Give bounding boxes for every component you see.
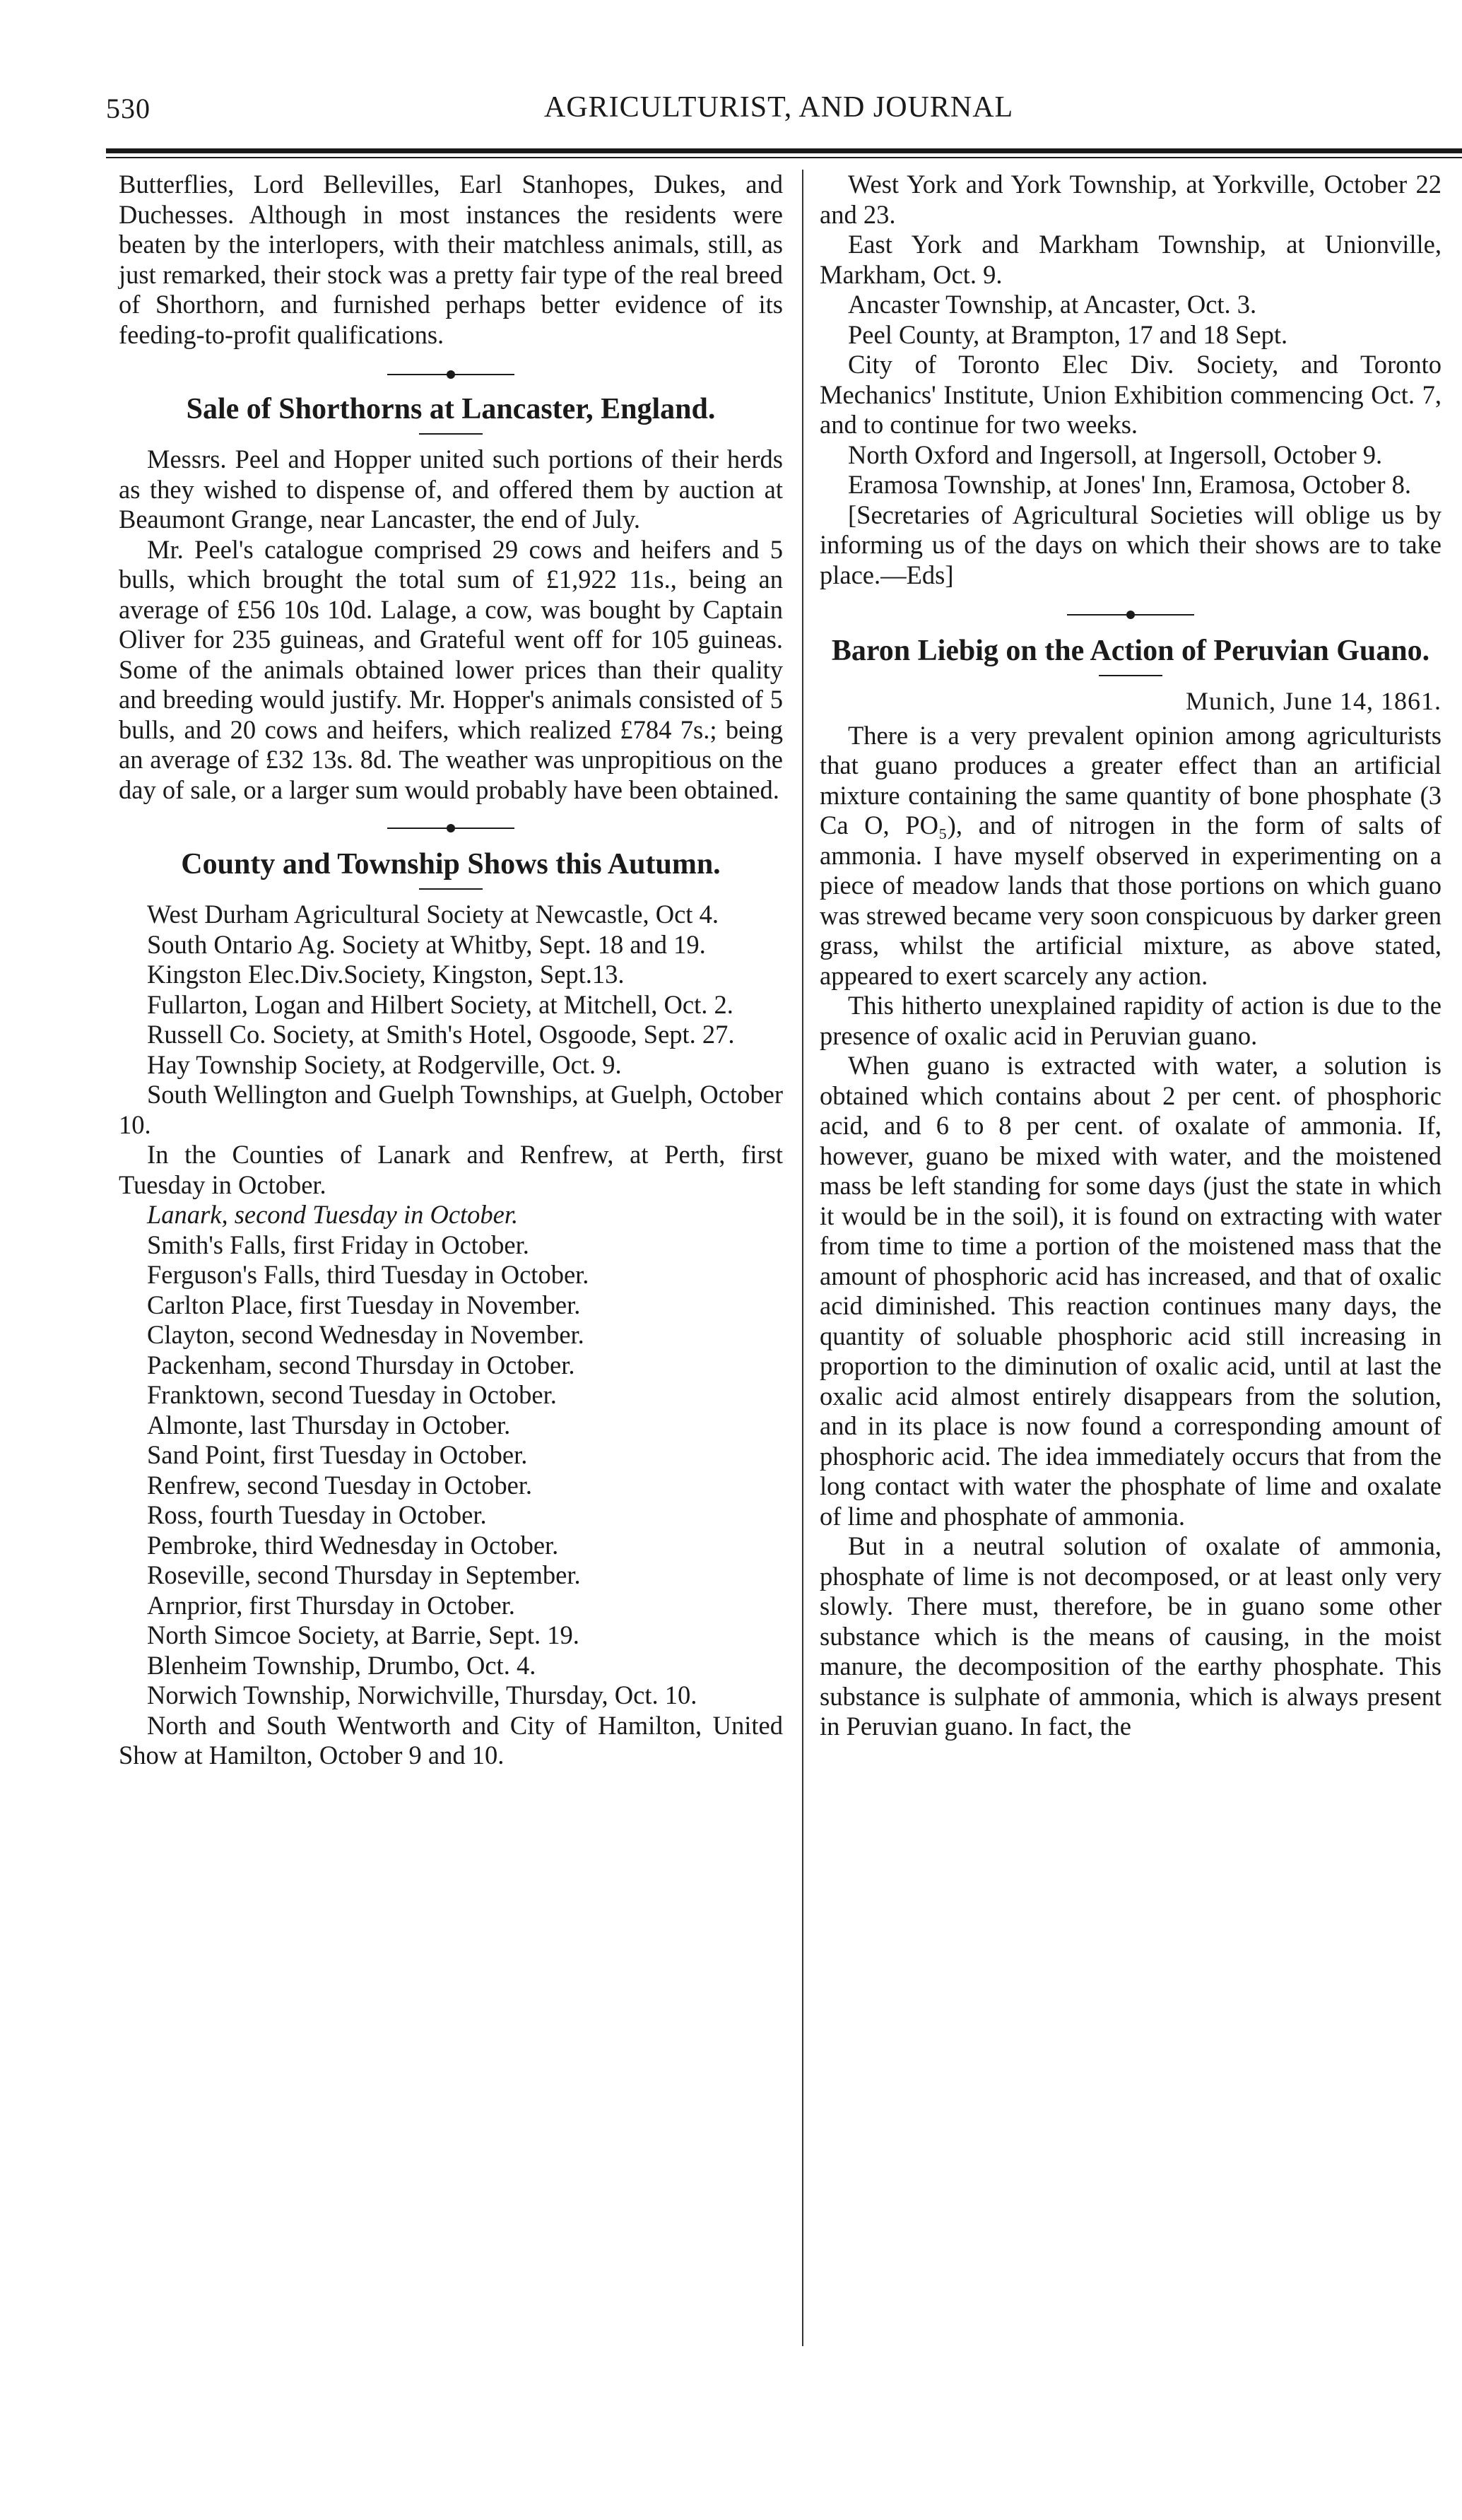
shows-list-continued [820, 170, 1442, 500]
liebig-section-title: Baron Liebig on the Action of Peruvian Guano. [831, 635, 1430, 667]
column-divider [802, 170, 803, 2346]
show-item: East York and Markham Township, at Unionville, Markham, Oct. 9. [820, 230, 1442, 289]
show-item: Arnprior, first Thursday in October. [147, 1590, 515, 1620]
show-item: West Durham Agricultural Society at Newcastle, Oct 4. [147, 900, 719, 929]
show-item: West York and York Township, at Yorkville, October 22 and 23. [820, 170, 1442, 229]
show-item: Ferguson's Falls, third Tuesday in October. [147, 1260, 589, 1289]
sale-paragraph: Mr. Peel's catalogue comprised 29 cows and heifers and 5 bulls, which brought the total sum of £1,922 11s., being an average of £56 10s 10d. Lalage, a cow, was bought by Captain Oliver for 235 guineas, and Grateful went off for 105 guineas. Some of the animals obtained lower prices than their quality and breeding would justify. Mr. Hopper's animals consisted of 5 bulls, and 20 cows and heifers, which realized £784 7s.; being an average of £32 13s. 8d. The weather was unpropitious on the day of sale, or a larger sum would probably have been obtained. [119, 534, 783, 804]
header-rule-thick [106, 148, 1462, 153]
liebig-paragraph: But in a neutral solution of oxalate of ammonia, phosphate of lime is not decomposed, or at least only very slowly. There must, therefore, be in guano some other substance which is the means of causing, in the moist manure, the decomposition of the earthy phosphate. This substance is sulphate of ammonia, which is always present in Peruvian guano. In fact, the [820, 1531, 1442, 1741]
show-item: South Wellington and Guelph Townships, at Guelph, October 10. [119, 1080, 783, 1139]
editor-note: [Secretaries of Agricultural Societies will oblige us by informing us of the days on which their shows are to take place.—Eds] [820, 500, 1442, 589]
show-item: Blenheim Township, Drumbo, Oct. 4. [147, 1650, 536, 1680]
separator-ornament [820, 601, 1442, 628]
liebig-paragraph: When guano is extracted with water, a solution is obtained which contains about 2 per cent. of phosphoric acid, and 6 to 8 per cent. of oxalate of ammonia. If, however, guano be mixed with water, and the moistened mass be left standing for some days (just the state in which it would be in the soil), it is found on extracting with water from time to time a portion of the moistened mass that the amount of phosphoric acid has increased, and that of oxalic acid diminished. This reaction continues many days, the quantity of soluable phosphoric acid still increasing in proportion to the diminution of oxalic acid, until at last the oxalic acid almost entirely disappears from the solution, and in its place is now found a corresponding amount of phosphoric acid. The idea immediately occurs that from the long contact with water the phosphate of lime and oxalate of lime and phosphate of ammonia. [820, 1051, 1442, 1531]
show-item: North and South Wentworth and City of Hamilton, United Show at Hamilton, October 9 and 10. [119, 1710, 783, 1770]
liebig-paragraph: This hitherto unexplained rapidity of action is due to the presence of oxalic acid in Peruvian guano. [820, 991, 1442, 1050]
show-item: Packenham, second Thursday in October. [147, 1350, 575, 1379]
header-rule-thin [106, 157, 1462, 158]
sale-paragraph: Messrs. Peel and Hopper united such portions of their herds as they wished to dispense of, and offered them by auction at Beaumont Grange, near Lancaster, the end of July. [119, 444, 783, 534]
liebig-paragraph: There is a very prevalent opinion among agriculturists that guano produces a greater effect than an artificial mixture containing the same quantity of bone phosphate (3 Ca O, PO₅), and of nitrogen in the form of salts of ammonia. I have myself observed in experimenting on a piece of meadow lands that those portions on which guano was strewed became very soon conspicuous by darker green grass, whilst the artificial mixture, as above stated, appeared to exert scarcely any action. [820, 720, 1442, 990]
show-item: Russell Co. Society, at Smith's Hotel, Osgoode, Sept. 27. [147, 1020, 735, 1049]
show-item: North Simcoe Society, at Barrie, Sept. 19. [147, 1620, 579, 1649]
page-header [106, 83, 1462, 133]
show-item: Franktown, second Tuesday in October. [147, 1380, 557, 1409]
right-column [820, 170, 1442, 1742]
show-item: Eramosa Township, at Jones' Inn, Eramosa, October 8. [848, 470, 1412, 499]
show-item: Sand Point, first Tuesday in October. [147, 1440, 528, 1469]
dateline: Munich, June 14, 1861. [1186, 687, 1442, 715]
title-underline [419, 888, 483, 890]
show-item: South Ontario Ag. Society at Whitby, Sept. 18 and 19. [147, 929, 706, 959]
show-item: Norwich Township, Norwichville, Thursday, Oct. 10. [147, 1680, 697, 1709]
show-item: Roseville, second Thursday in September. [147, 1560, 581, 1589]
separator-ornament [119, 361, 783, 388]
show-item: Hay Township Society, at Rodgerville, Oct. 9. [147, 1049, 622, 1079]
show-item: Renfrew, second Tuesday in October. [147, 1470, 533, 1500]
show-item: Pembroke, third Wednesday in October. [147, 1530, 559, 1560]
shows-section-title: County and Township Shows this Autumn. [181, 848, 721, 881]
title-underline [1099, 675, 1162, 676]
show-item: Lanark, second Tuesday in October. [147, 1200, 519, 1229]
show-item: Carlton Place, first Tuesday in November. [147, 1290, 581, 1319]
show-item: Kingston Elec.Div.Society, Kingston, Sept.13. [147, 960, 625, 989]
sale-section-title: Sale of Shorthorns at Lancaster, England. [186, 393, 716, 425]
show-item: Fullarton, Logan and Hilbert Society, at Mitchell, Oct. 2. [147, 989, 733, 1019]
page-number: 530 [106, 93, 151, 124]
title-underline [419, 433, 483, 435]
show-item: Ross, fourth Tuesday in October. [147, 1500, 487, 1529]
intro-paragraph: Butterflies, Lord Bellevilles, Earl Stanhopes, Dukes, and Duchesses. Although in most instances the residents were beaten by the interlopers, with their matchless animals, still, as just remarked, their stock was a pretty fair type of the real breed of Shorthorn, and furnished perhaps better evidence of its feeding-to-profit qualifications. [119, 170, 783, 349]
running-title: AGRICULTURIST, AND JOURNAL [544, 91, 1014, 124]
separator-ornament [119, 815, 783, 842]
show-item: Smith's Falls, first Friday in October. [147, 1230, 529, 1259]
show-item: Clayton, second Wednesday in November. [147, 1320, 584, 1349]
show-item: Ancaster Township, at Ancaster, Oct. 3. [848, 290, 1257, 319]
show-item: Almonte, last Thursday in October. [147, 1410, 511, 1439]
show-item: City of Toronto Elec Div. Society, and Toronto Mechanics' Institute, Union Exhibition commencing Oct. 7, and to continue for two weeks. [820, 350, 1442, 439]
show-item: Peel County, at Brampton, 17 and 18 Sept. [848, 319, 1288, 349]
show-item: North Oxford and Ingersoll, at Ingersoll, October 9. [848, 440, 1383, 469]
show-item: In the Counties of Lanark and Renfrew, at Perth, first Tuesday in October. [119, 1140, 783, 1199]
left-column [119, 170, 783, 1771]
shows-list [119, 900, 783, 1771]
